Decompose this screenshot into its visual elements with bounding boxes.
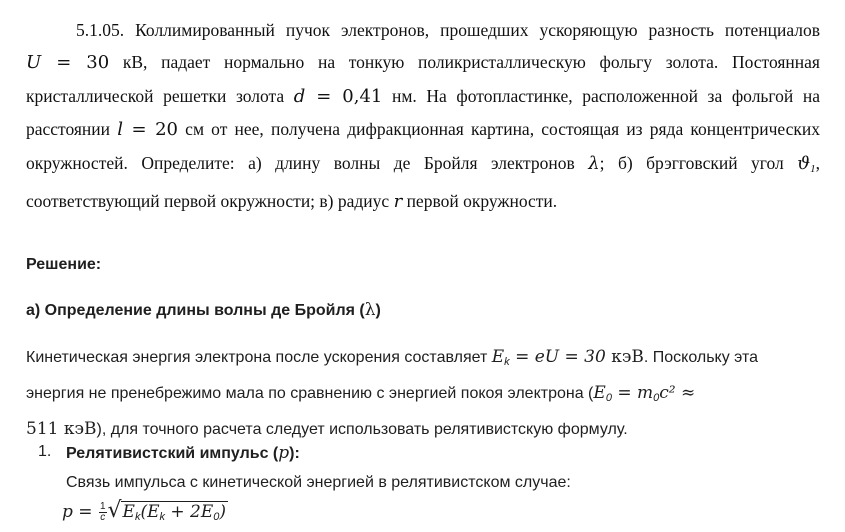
- math-subscript: k: [504, 356, 510, 368]
- distance-symbol: l: [117, 119, 123, 141]
- sqrt-content: [121, 501, 229, 523]
- math-c2: c² ≈: [659, 383, 696, 403]
- part-a-heading: [26, 300, 826, 320]
- voltage-symbol: U: [26, 52, 42, 74]
- math-p: p: [278, 443, 290, 463]
- problem-text: соответствующий первой окружности; в) радиус: [26, 191, 394, 212]
- math-unit: кэВ: [605, 347, 644, 367]
- formula-term: ): [219, 502, 227, 522]
- bragg-angle-subscript: 1: [810, 162, 816, 175]
- paragraph-line-1: [26, 342, 826, 378]
- radius-symbol: r: [393, 191, 403, 213]
- math-e0: E: [593, 383, 606, 403]
- problem-line-2: [26, 46, 820, 79]
- problem-text: 5.1.05. Коллимированный пучок электронов, прошедших ускоряющую разность потенциалов: [76, 20, 820, 40]
- formula-subscript: k: [134, 511, 141, 523]
- list-item-text: Связь импульса с кинетической энергией в релятивистском случае:: [66, 474, 571, 491]
- fraction-denominator: c: [100, 512, 106, 524]
- problem-line-6: [26, 185, 820, 218]
- list-title-text: ):: [289, 445, 300, 462]
- math-subscript: 0: [605, 392, 612, 404]
- paragraph-line-3: [26, 414, 826, 445]
- paragraph-line-2: [26, 378, 826, 414]
- distance-value: = 20: [122, 119, 178, 141]
- part-a-heading-text: а) Определение длины волны де Бройля (: [26, 302, 365, 319]
- lambda-symbol: λ: [364, 300, 376, 320]
- math-511: 511: [26, 419, 59, 439]
- lattice-symbol: d: [293, 85, 306, 107]
- formula-term: + 2E: [165, 502, 214, 522]
- fraction-numerator: 1: [99, 501, 106, 513]
- problem-text: см от нее, получена дифракционная картина, состоящая из ряда концентрических: [178, 119, 820, 140]
- math-subscript: 0: [653, 392, 660, 404]
- problem-line-3: [26, 80, 820, 113]
- formula-term: (E: [140, 502, 160, 522]
- list-title-text: Релятивистский импульс (: [66, 445, 279, 462]
- solution-heading: Решение:: [26, 256, 102, 273]
- wavelength-symbol: λ: [588, 152, 600, 174]
- problem-statement: [26, 14, 820, 218]
- math-ek: E: [491, 347, 505, 367]
- paragraph-text: ), для точного расчета следует использовать релятивистскую формулу.: [96, 421, 628, 438]
- paragraph-text: энергия не пренебрежимо мала по сравнению с энергией покоя электрона (: [26, 385, 594, 402]
- problem-line-1: [26, 14, 820, 46]
- voltage-unit: кВ: [109, 52, 144, 73]
- problem-text: нм. На фотопластинке, расположенной за фольгой на: [382, 85, 820, 106]
- list-number: 1.: [38, 443, 52, 460]
- lattice-value: = 0,41: [305, 85, 383, 107]
- math-eu: = eU = 30: [509, 347, 606, 367]
- problem-text: , падает нормально на тонкую поликристаллическую фольгу золота. Постоянная: [143, 52, 820, 73]
- problem-line-5: [26, 147, 820, 185]
- math-m0: = m: [611, 383, 654, 403]
- problem-text: ,: [815, 152, 820, 173]
- formula-subscript: 0: [213, 511, 220, 523]
- math-unit: кэВ: [58, 419, 97, 439]
- kinetic-energy-paragraph: [26, 342, 826, 445]
- problem-line-4: [26, 113, 820, 146]
- momentum-formula: [62, 498, 845, 523]
- problem-text: первой окружности.: [402, 191, 558, 212]
- problem-text: расстоянии: [26, 119, 118, 140]
- list-item-title: [66, 443, 300, 463]
- paragraph-text: . Поскольку эта: [643, 349, 759, 366]
- part-a-heading-text: ): [375, 302, 381, 319]
- paragraph-text: Кинетическая энергия электрона после ускорения составляет: [26, 349, 492, 366]
- bragg-angle-symbol: ϑ: [797, 152, 811, 174]
- formula-lhs: p =: [62, 502, 98, 522]
- sqrt-icon: √: [107, 498, 122, 523]
- voltage-value: = 30: [41, 52, 110, 74]
- formula-term: E: [122, 502, 135, 522]
- formula-fraction: [99, 502, 107, 523]
- problem-text: кристаллической решетки золота: [26, 85, 294, 106]
- problem-text: окружностей. Определите: а) длину волны де Бройля электронов: [26, 152, 589, 173]
- problem-text: ; б) брэгговский угол: [599, 152, 798, 173]
- formula-subscript: k: [159, 511, 165, 523]
